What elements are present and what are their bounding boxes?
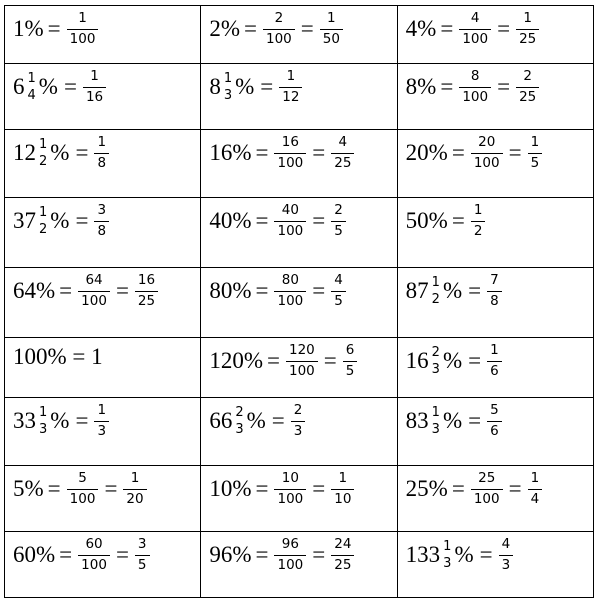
equals-sign: = xyxy=(75,208,89,233)
fraction xyxy=(67,12,99,46)
denominator: 2 xyxy=(471,221,486,239)
equation xyxy=(406,12,593,46)
percent-fraction-table xyxy=(4,5,594,598)
percent-value: 8% xyxy=(405,74,437,99)
equals-sign: = xyxy=(479,542,493,567)
percent-value: 33 xyxy=(13,408,36,433)
denominator: 25 xyxy=(135,291,158,309)
fraction xyxy=(471,136,503,170)
numerator: 1 xyxy=(90,68,99,84)
percent-value: 64% xyxy=(13,278,56,303)
equals-sign: = xyxy=(312,542,326,567)
table-row xyxy=(5,466,594,532)
fraction xyxy=(94,404,109,438)
fraction xyxy=(274,136,306,170)
table-cell xyxy=(5,198,201,268)
mixed-fraction xyxy=(38,206,48,236)
fraction xyxy=(343,344,358,378)
table-cell xyxy=(397,6,593,64)
denominator: 50 xyxy=(320,29,343,47)
percent-sign: % xyxy=(50,408,70,433)
numerator: 40 xyxy=(281,202,299,218)
equation xyxy=(209,274,396,308)
denominator: 100 xyxy=(459,29,491,47)
fraction xyxy=(94,204,109,238)
equals-sign: = xyxy=(497,16,511,41)
equals-sign: = xyxy=(451,208,465,233)
denominator: 100 xyxy=(286,361,318,379)
denominator: 100 xyxy=(274,291,306,309)
table-cell xyxy=(397,268,593,338)
numerator: 5 xyxy=(78,470,87,486)
table-cell xyxy=(397,130,593,198)
mixed-fraction xyxy=(223,72,233,102)
equation xyxy=(406,344,593,378)
fraction xyxy=(471,472,503,506)
numerator: 1 xyxy=(443,539,452,554)
equals-sign: = xyxy=(323,348,337,373)
equation xyxy=(209,12,396,46)
numerator: 4 xyxy=(470,10,480,26)
percent-value: 16 xyxy=(405,348,429,373)
denominator: 25 xyxy=(331,153,354,171)
percent-value: 83 xyxy=(405,408,429,433)
denominator: 100 xyxy=(274,153,306,171)
table-cell xyxy=(201,198,397,268)
numerator: 1 xyxy=(286,68,296,84)
fraction xyxy=(516,70,539,104)
percent-sign: % xyxy=(50,208,70,233)
fraction xyxy=(286,344,318,378)
equals-sign: = xyxy=(104,476,118,501)
numerator: 1 xyxy=(473,202,483,218)
denominator: 2 xyxy=(39,222,48,237)
numerator: 10 xyxy=(281,470,299,486)
table-body xyxy=(5,6,594,598)
numerator: 20 xyxy=(478,134,496,150)
equals-sign: = xyxy=(255,542,269,567)
equals-sign: = xyxy=(59,542,73,567)
numerator: 16 xyxy=(281,134,299,150)
equals-sign: = xyxy=(451,140,465,165)
denominator: 2 xyxy=(431,292,440,307)
fraction xyxy=(487,274,502,308)
mixed-fraction xyxy=(27,72,37,102)
table-cell xyxy=(5,532,201,598)
numerator: 1 xyxy=(431,275,440,290)
denominator: 100 xyxy=(471,489,503,507)
table-cell xyxy=(201,6,397,64)
denominator: 8 xyxy=(487,291,502,309)
numerator: 1 xyxy=(431,405,440,420)
percent-value: 20% xyxy=(405,140,448,165)
numerator: 1 xyxy=(39,405,48,420)
equals-sign: = xyxy=(63,74,77,99)
fraction xyxy=(320,12,343,46)
denominator: 100 xyxy=(459,87,491,105)
percent-value: 100% = 1 xyxy=(13,344,103,369)
equals-sign: = xyxy=(115,542,129,567)
fraction xyxy=(528,136,543,170)
equals-sign: = xyxy=(440,16,454,41)
table-row xyxy=(5,198,594,268)
fraction xyxy=(459,70,491,104)
numerator: 1 xyxy=(338,470,348,486)
denominator: 100 xyxy=(78,555,110,573)
fraction xyxy=(263,12,295,46)
table-cell xyxy=(5,398,201,466)
denominator: 3 xyxy=(223,88,233,103)
equals-sign: = xyxy=(312,476,326,501)
table-cell xyxy=(201,398,397,466)
equals-sign: = xyxy=(255,140,269,165)
percent-value: 1% xyxy=(13,16,44,41)
mixed-fraction xyxy=(38,138,48,168)
numerator: 1 xyxy=(523,10,532,26)
equals-sign: = xyxy=(508,140,522,165)
equation xyxy=(13,472,200,506)
percent-value: 50% xyxy=(405,208,448,233)
numerator: 4 xyxy=(501,536,511,552)
equation xyxy=(13,136,200,170)
denominator: 16 xyxy=(83,87,106,105)
fraction xyxy=(135,538,150,572)
numerator: 1 xyxy=(490,342,499,358)
fraction xyxy=(291,404,306,438)
numerator: 60 xyxy=(85,536,103,552)
fraction xyxy=(78,274,110,308)
numerator: 80 xyxy=(281,272,299,288)
table-row xyxy=(5,268,594,338)
numerator: 1 xyxy=(97,402,107,418)
denominator: 4 xyxy=(27,88,36,103)
fraction xyxy=(487,404,502,438)
fraction xyxy=(331,204,346,238)
equals-sign: = xyxy=(440,74,454,99)
numerator: 1 xyxy=(78,10,87,26)
denominator: 100 xyxy=(67,489,99,507)
percent-sign: % xyxy=(235,74,255,99)
equation xyxy=(13,274,200,308)
equation xyxy=(13,344,200,370)
equation xyxy=(406,538,593,572)
table-cell xyxy=(201,130,397,198)
numerator: 2 xyxy=(235,405,244,420)
denominator: 25 xyxy=(516,29,539,47)
percent-value: 96% xyxy=(209,542,252,567)
denominator: 8 xyxy=(94,153,109,171)
fraction xyxy=(499,538,514,572)
equation xyxy=(209,344,396,378)
table-cell xyxy=(5,130,201,198)
numerator: 1 xyxy=(97,134,107,150)
denominator: 8 xyxy=(94,221,109,239)
equals-sign: = xyxy=(255,278,269,303)
denominator: 20 xyxy=(123,489,146,507)
table-cell xyxy=(201,338,397,398)
percent-value: 10% xyxy=(209,476,252,501)
equals-sign: = xyxy=(115,278,129,303)
equation xyxy=(13,204,200,238)
table-cell xyxy=(201,532,397,598)
equation xyxy=(406,70,593,104)
numerator: 2 xyxy=(293,402,303,418)
percent-sign: % xyxy=(50,140,70,165)
table-cell xyxy=(397,64,593,130)
denominator: 100 xyxy=(263,29,295,47)
denominator: 25 xyxy=(516,87,539,105)
denominator: 5 xyxy=(528,153,543,171)
numerator: 6 xyxy=(345,342,355,358)
equation xyxy=(406,274,593,308)
fraction xyxy=(274,274,306,308)
equals-sign: = xyxy=(312,140,326,165)
denominator: 3 xyxy=(39,422,48,437)
fraction xyxy=(331,136,354,170)
denominator: 5 xyxy=(331,291,346,309)
equation xyxy=(13,70,200,104)
equals-sign: = xyxy=(300,16,314,41)
numerator: 1 xyxy=(39,205,48,220)
equals-sign: = xyxy=(47,16,61,41)
equation xyxy=(209,404,396,438)
fraction xyxy=(471,204,486,238)
denominator: 100 xyxy=(274,221,306,239)
table-row xyxy=(5,532,594,598)
fraction xyxy=(528,472,543,506)
denominator: 4 xyxy=(528,489,543,507)
numerator: 1 xyxy=(530,470,540,486)
numerator: 96 xyxy=(281,536,299,552)
denominator: 3 xyxy=(291,421,306,439)
numerator: 4 xyxy=(334,272,343,288)
numerator: 5 xyxy=(490,402,499,418)
denominator: 100 xyxy=(67,29,99,47)
numerator: 64 xyxy=(85,272,103,288)
percent-value: 66 xyxy=(209,408,233,433)
table-cell xyxy=(5,6,201,64)
percent-value: 5% xyxy=(13,476,44,501)
denominator: 3 xyxy=(235,422,244,437)
percent-sign: % xyxy=(454,542,474,567)
percent-value: 8 xyxy=(209,74,221,99)
percent-value: 120% xyxy=(209,348,263,373)
equation xyxy=(13,12,200,46)
denominator: 3 xyxy=(94,421,109,439)
denominator: 100 xyxy=(78,291,110,309)
percent-value: 37 xyxy=(13,208,36,233)
table-row xyxy=(5,64,594,130)
percent-value: 16% xyxy=(209,140,252,165)
equation xyxy=(13,538,200,572)
fraction xyxy=(331,274,346,308)
fraction xyxy=(459,12,491,46)
mixed-fraction xyxy=(442,540,452,570)
equals-sign: = xyxy=(508,476,522,501)
numerator: 25 xyxy=(478,470,496,486)
numerator: 1 xyxy=(39,137,48,152)
numerator: 2 xyxy=(334,202,343,218)
percent-sign: % xyxy=(442,348,463,373)
percent-value: 6 xyxy=(13,74,25,99)
table-cell xyxy=(201,466,397,532)
percent-sign: % xyxy=(442,408,463,433)
mixed-fraction xyxy=(38,406,48,436)
percent-sign: % xyxy=(38,74,58,99)
denominator: 100 xyxy=(274,489,306,507)
numerator: 3 xyxy=(97,202,107,218)
numerator: 2 xyxy=(274,10,284,26)
mixed-fraction xyxy=(234,406,244,436)
table-row xyxy=(5,130,594,198)
equals-sign: = xyxy=(312,208,326,233)
equals-sign: = xyxy=(260,74,274,99)
denominator: 10 xyxy=(331,489,354,507)
fraction xyxy=(78,538,110,572)
numerator: 3 xyxy=(137,536,147,552)
table-cell xyxy=(397,398,593,466)
table-cell xyxy=(5,338,201,398)
equals-sign: = xyxy=(47,476,61,501)
fraction xyxy=(67,472,99,506)
equals-sign: = xyxy=(451,476,465,501)
denominator: 25 xyxy=(331,555,354,573)
denominator: 3 xyxy=(499,555,514,573)
fraction xyxy=(279,70,302,104)
equals-sign: = xyxy=(75,140,89,165)
table-cell xyxy=(397,338,593,398)
percent-value: 133 xyxy=(405,542,441,567)
table-cell xyxy=(397,466,593,532)
equation xyxy=(406,204,593,238)
equals-sign: = xyxy=(255,208,269,233)
percent-value: 87 xyxy=(405,278,429,303)
numerator: 1 xyxy=(327,10,336,26)
equation xyxy=(209,136,396,170)
mixed-fraction xyxy=(431,406,441,436)
percent-value: 4% xyxy=(405,16,437,41)
numerator: 120 xyxy=(288,342,315,358)
fraction xyxy=(274,538,306,572)
fraction xyxy=(83,70,106,104)
denominator: 100 xyxy=(274,555,306,573)
fraction xyxy=(135,274,158,308)
table-cell xyxy=(5,64,201,130)
table-cell xyxy=(5,268,201,338)
numerator: 1 xyxy=(223,71,233,86)
numerator: 1 xyxy=(530,134,540,150)
fraction xyxy=(94,136,109,170)
fraction xyxy=(274,204,306,238)
denominator: 12 xyxy=(279,87,302,105)
numerator: 2 xyxy=(523,68,532,84)
fraction xyxy=(274,472,306,506)
percent-value: 12 xyxy=(13,140,36,165)
numerator: 16 xyxy=(137,272,156,288)
equals-sign: = xyxy=(468,348,482,373)
denominator: 6 xyxy=(487,421,502,439)
percent-value: 25% xyxy=(405,476,448,501)
equation xyxy=(209,472,396,506)
equals-sign: = xyxy=(497,74,511,99)
mixed-fraction xyxy=(431,276,441,306)
denominator: 5 xyxy=(135,555,150,573)
denominator: 3 xyxy=(431,422,440,437)
equation xyxy=(406,136,593,170)
numerator: 24 xyxy=(334,536,352,552)
equals-sign: = xyxy=(271,408,285,433)
percent-sign: % xyxy=(442,278,463,303)
percent-value: 2% xyxy=(209,16,240,41)
equation xyxy=(13,404,200,438)
percent-value: 80% xyxy=(209,278,252,303)
equals-sign: = xyxy=(255,476,269,501)
table-row xyxy=(5,6,594,64)
denominator: 5 xyxy=(331,221,346,239)
table-cell xyxy=(397,198,593,268)
table-cell xyxy=(397,532,593,598)
denominator: 2 xyxy=(39,154,48,169)
denominator: 3 xyxy=(431,362,440,377)
equation xyxy=(209,70,396,104)
equation xyxy=(209,538,396,572)
denominator: 3 xyxy=(443,556,452,571)
equation xyxy=(209,204,396,238)
table-cell xyxy=(5,466,201,532)
mixed-fraction xyxy=(431,346,441,376)
numerator: 2 xyxy=(431,345,440,360)
numerator: 1 xyxy=(27,71,36,86)
equation xyxy=(406,472,593,506)
numerator: 4 xyxy=(338,134,348,150)
table-cell xyxy=(201,64,397,130)
fraction xyxy=(331,538,354,572)
equals-sign: = xyxy=(267,348,280,373)
denominator: 100 xyxy=(471,153,503,171)
fraction xyxy=(331,472,354,506)
table-row xyxy=(5,338,594,398)
percent-sign: % xyxy=(246,408,266,433)
equals-sign: = xyxy=(312,278,326,303)
fraction xyxy=(123,472,146,506)
fraction xyxy=(516,12,539,46)
table-row xyxy=(5,398,594,466)
numerator: 1 xyxy=(130,470,140,486)
equals-sign: = xyxy=(75,408,89,433)
fraction xyxy=(487,344,502,378)
percent-value: 40% xyxy=(209,208,252,233)
numerator: 8 xyxy=(470,68,480,84)
denominator: 6 xyxy=(487,361,502,379)
equals-sign: = xyxy=(468,278,482,303)
equation xyxy=(406,404,593,438)
equals-sign: = xyxy=(244,16,257,41)
equals-sign: = xyxy=(59,278,73,303)
numerator: 7 xyxy=(490,272,499,288)
table-cell xyxy=(201,268,397,338)
denominator: 5 xyxy=(343,361,358,379)
percent-value: 60% xyxy=(13,542,56,567)
equals-sign: = xyxy=(468,408,482,433)
